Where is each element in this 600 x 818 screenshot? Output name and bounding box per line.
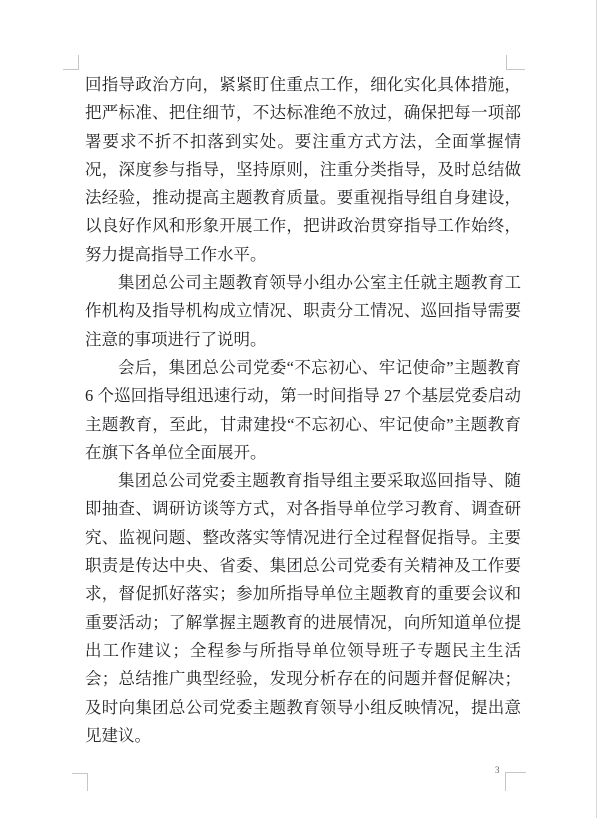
paragraph: 集团总公司党委主题教育指导组主要采取巡回指导、随即抽查、调研访谈等方式，对各指导单位学习教育、调查研究、监视问题、整改落实等情况进行全过程督促指导。主要职责是传达中央、省委、集团总公司党委有关精神及工作要求，督促抓好落实；参加所指导单位主题教育的重要会议和重要活动；了解掌握主题教育的进展情况，向所知道单位提出工作建议；全程参与所指导单位领导班子专题民主生活会；总结推广典型经验，发现分析存在的问题并督促解决；及时向集团总公司党委主题教育领导小组反映情况，提出意见建议。 xyxy=(85,471,521,745)
page-number: 3 xyxy=(495,765,500,775)
crop-mark-top-left xyxy=(63,55,79,70)
crop-mark-bottom-right xyxy=(505,772,526,791)
paragraph: 集团总公司主题教育领导小组办公室主任就主题教育工作机构及指导机构成立情况、职责分工情况、巡回指导需要注意的事项进行了说明。 xyxy=(85,273,521,349)
paragraph: 会后，集团总公司党委“不忘初心、牢记使命”主题教育 6 个巡回指导组迅速行动，第一时间指导 27 个基层党委启动主题教育，至此，甘肃建投“不忘初心、牢记使命”主题教育在旗下各单位全面展开。 xyxy=(85,357,521,462)
document-body xyxy=(85,71,521,750)
crop-mark-bottom-left xyxy=(72,773,88,791)
page-right-edge xyxy=(596,0,597,818)
crop-mark-top-right xyxy=(506,55,525,70)
paragraph: 回指导政治方向，紧紧盯住重点工作，细化实化具体措施，把严标准、把住细节，不达标准绝不放过，确保把每一项部署要求不折不扣落到实处。要注重方式方法，全面掌握情况，深度参与指导，坚持原则，注重分类指导，及时总结做法经验，推动提高主题教育质量。要重视指导组自身建设，以良好作风和形象开展工作，把讲政治贯穿指导工作始终，努力提高指导工作水平。 xyxy=(85,75,521,264)
